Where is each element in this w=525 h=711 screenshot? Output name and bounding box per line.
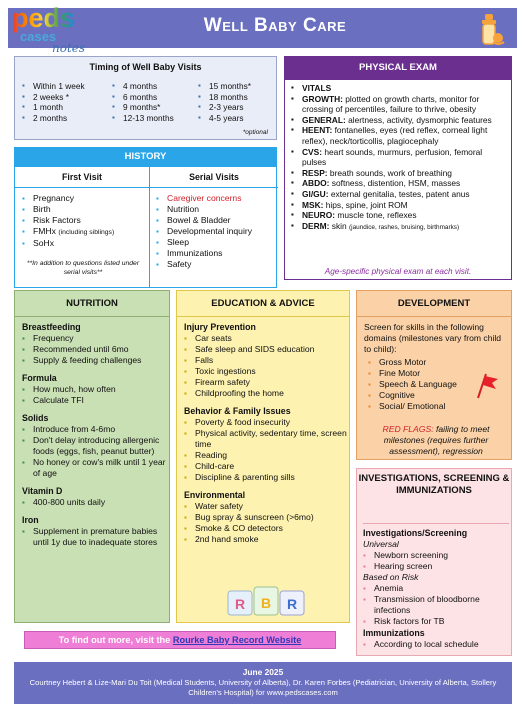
list-item: ▪ Car seats [184, 333, 348, 344]
list-item: ▪ GI/GU: external genitalia, testes, patent anus [291, 189, 507, 200]
list-item: ▪ 12-13 months [112, 113, 174, 124]
rourke-website-link[interactable]: Rourke Baby Record Website [172, 635, 302, 645]
development-list [368, 357, 457, 412]
list-item: ▪ Bug spray & sunscreen (>6mo) [184, 512, 348, 523]
list-item: ▪ Discipline & parenting sills [184, 472, 348, 483]
list-item: ▪ How much, how often [22, 384, 168, 395]
list-item: ▪ 2 weeks * [22, 92, 85, 103]
footer [14, 662, 512, 704]
link-prefix: To find out more, visit the [58, 635, 173, 645]
logo-notes: notes [52, 41, 86, 55]
timing-col1 [22, 81, 85, 123]
list-item: ▪ Immunizations [156, 248, 252, 259]
breastfeeding-list [22, 333, 168, 366]
list-item: ▪ Risk factors for TB [363, 616, 509, 627]
list-item: ▪ Toxic ingestions [184, 366, 348, 377]
list-item: ▪ 2-3 years [198, 102, 251, 113]
footer-date: June 2025 [242, 667, 284, 677]
list-item: ▪ MSK: hips, spine, joint ROM [291, 200, 507, 211]
development-title: DEVELOPMENT [357, 291, 511, 317]
red-flags-note: RED FLAGS: failing to meet milestones (requires further assessment), regression [382, 424, 490, 456]
first-visit-note: **In addition to questions listed under serial visits** [26, 260, 140, 276]
timing-col3 [198, 81, 251, 123]
list-item: ▪ Falls [184, 355, 348, 366]
list-item: ▪ Speech & Language [368, 379, 457, 390]
list-item: ▪ 4 months [112, 81, 174, 92]
history-panel [14, 167, 277, 288]
list-item: ▪ Sleep [156, 237, 252, 248]
physical-exam-panel [284, 80, 512, 280]
list-item: ▪ CVS: heart sounds, murmurs, perfusion, femoral pulses [291, 147, 507, 168]
list-item: ▪ Smoke & CO detectors [184, 523, 348, 534]
section-heading: Environmental [184, 490, 246, 500]
list-item: ▪ 1 month [22, 102, 85, 113]
divider [15, 187, 278, 188]
risk-label: Based on Risk [363, 572, 419, 582]
solids-list [22, 424, 168, 479]
pedscases-logo [8, 3, 92, 55]
list-item: ▪ Gross Motor [368, 357, 457, 368]
list-item: ▪ According to local schedule [363, 639, 509, 650]
baby-bottle-duck-icon [476, 12, 506, 48]
first-visit-list [22, 193, 114, 249]
section-heading: Investigations/Screening [363, 528, 468, 538]
optional-note: *optional [242, 129, 268, 136]
history-title: HISTORY [14, 147, 277, 167]
list-item: ▪ Recommended until 6mo [22, 344, 168, 355]
list-item: ▪ Supply & feeding challenges [22, 355, 168, 366]
block-letter: B [260, 595, 272, 611]
list-item: ▪ Birth [22, 204, 114, 215]
vitamin-d-list [22, 497, 168, 508]
logo-cases: cases [20, 29, 57, 44]
timing-panel [14, 56, 277, 140]
list-item: ▪ Physical activity, sedentary time, screen time [184, 428, 348, 450]
serial-visits-heading: Serial Visits [189, 172, 239, 182]
serial-visits-list [156, 193, 252, 270]
list-item: ▪ 18 months [198, 92, 251, 103]
section-heading: Formula [22, 373, 57, 383]
list-item: ▪ Hearing screen [363, 561, 509, 572]
risk-list [363, 583, 509, 627]
red-flag-icon [472, 370, 500, 400]
list-item: ▪ Anemia [363, 583, 509, 594]
divider [149, 167, 150, 288]
list-item: ▪ Child-care [184, 461, 348, 472]
list-item: ▪ Supplement in premature babies until 1y due to inadequate stores [22, 526, 168, 548]
list-item: ▪ Safety [156, 259, 252, 270]
investigations-title: INVESTIGATIONS, SCREENING & IMMUNIZATIONS [358, 473, 510, 496]
physical-exam-title: PHYSICAL EXAM [284, 56, 512, 80]
investigations-panel [356, 468, 512, 656]
universal-list [363, 550, 509, 572]
first-visit-heading: First Visit [62, 172, 102, 182]
list-item: ▪ GENERAL: alertness, activity, dysmorphic features [291, 115, 507, 126]
list-item: ▪ 6 months [112, 92, 174, 103]
iron-list [22, 526, 168, 548]
list-item: ▪ Don't delay introducing allergenic foods (eggs, fish, peanut butter) [22, 435, 168, 457]
physical-exam-footer: Age-specific physical exam at each visit. [324, 267, 472, 276]
page-title: Well Baby Care [203, 15, 347, 36]
list-item: ▪ Pregnancy [22, 193, 114, 204]
list-item: ▪ Transmission of bloodborne infections [363, 594, 509, 616]
list-item: ▪ 400-800 units daily [22, 497, 168, 508]
list-item: ▪ 2nd hand smoke [184, 534, 348, 545]
behavior-list [184, 417, 348, 483]
more-info-banner [24, 631, 336, 649]
list-item: ▪ SoHx [22, 238, 114, 249]
list-item: ▪ VITALS [291, 83, 507, 94]
list-item: ▪ ABDO: softness, distention, HSM, masses [291, 178, 507, 189]
section-heading: Behavior & Family Issues [184, 406, 291, 416]
toy-blocks-icon [226, 579, 306, 619]
timing-title: Timing of Well Baby Visits [89, 62, 202, 72]
list-item: ▪ 15 months* [198, 81, 251, 92]
formula-list [22, 384, 168, 406]
universal-label: Universal [363, 539, 399, 549]
block-letter: R [286, 596, 298, 612]
list-item: ▪ Risk Factors [22, 215, 114, 226]
list-item: ▪ Fine Motor [368, 368, 457, 379]
nutrition-panel [14, 290, 170, 623]
list-item: ▪ NEURO: muscle tone, reflexes [291, 210, 507, 221]
section-heading: Iron [22, 515, 39, 525]
list-item: ▪ GROWTH: plotted on growth charts, monitor for crossing of percentiles, failure to thrive, obesity [291, 94, 507, 115]
section-heading: Vitamin D [22, 486, 63, 496]
list-item: ▪ Childproofing the home [184, 388, 348, 399]
list-item: ▪ 9 months* [112, 102, 174, 113]
list-item: ▪ 2 months [22, 113, 85, 124]
list-item: ▪ Frequency [22, 333, 168, 344]
environmental-list [184, 501, 348, 545]
list-item: ▪ HEENT: fontanelles, eyes (red reflex, corneal light reflex), neck/torticollis, plagiocephaly [291, 125, 507, 146]
fmhx-label: FMHx [33, 226, 56, 236]
list-item: ▪ Introduce from 4-6mo [22, 424, 168, 435]
section-heading: Injury Prevention [184, 322, 256, 332]
list-item-caregiver-concerns: ▪ Caregiver concerns [156, 193, 252, 204]
list-item: ▪ Water safety [184, 501, 348, 512]
list-item: ▪ Cognitive [368, 390, 457, 401]
list-item: ▪ RESP: breath sounds, work of breathing [291, 168, 507, 179]
list-item: ▪ 4-5 years [198, 113, 251, 124]
list-item: ▪ No honey or cow's milk until 1 year of age [22, 457, 168, 479]
list-item: ▪ Social/ Emotional [368, 401, 457, 412]
list-item: ▪ Firearm safety [184, 377, 348, 388]
fmhx-note: (including siblings) [58, 229, 115, 236]
list-item: ▪ Calculate TFI [22, 395, 168, 406]
list-item: ▪ Developmental inquiry [156, 226, 252, 237]
physical-exam-list [291, 83, 507, 233]
immunizations-list [363, 639, 509, 650]
injury-prevention-list [184, 333, 348, 399]
section-heading: Immunizations [363, 628, 425, 638]
development-intro: Screen for skills in the following domains (milestones vary from child to child): [364, 322, 502, 354]
list-item: ▪ Nutrition [156, 204, 252, 215]
timing-col2 [112, 81, 174, 123]
logo-peds: peds [12, 3, 76, 33]
list-item: ▪ Reading [184, 450, 348, 461]
section-heading: Breastfeeding [22, 322, 81, 332]
nutrition-title: NUTRITION [15, 291, 169, 317]
footer-credits: Courtney Hebert & Lize-Mari Du Toit (Medical Students, University of Alberta), Dr. Karen Forbes (Pediatrician, University of Alberta, Stollery Children's Hospital) for www.pedscases.com [29, 678, 497, 697]
list-item: ▪ Within 1 week [22, 81, 85, 92]
list-item: ▪ Newborn screening [363, 550, 509, 561]
education-title: EDUCATION & ADVICE [177, 291, 349, 317]
list-item: ▪ DERM: skin (jaundice, rashes, bruising, birthmarks) [291, 221, 507, 234]
section-heading: Solids [22, 413, 49, 423]
list-item: ▪ Poverty & food insecurity [184, 417, 348, 428]
list-item: ▪ Safe sleep and SIDS education [184, 344, 348, 355]
list-item [22, 226, 114, 238]
block-letter: R [234, 596, 246, 612]
list-item: ▪ Bowel & Bladder [156, 215, 252, 226]
education-panel [176, 290, 350, 623]
